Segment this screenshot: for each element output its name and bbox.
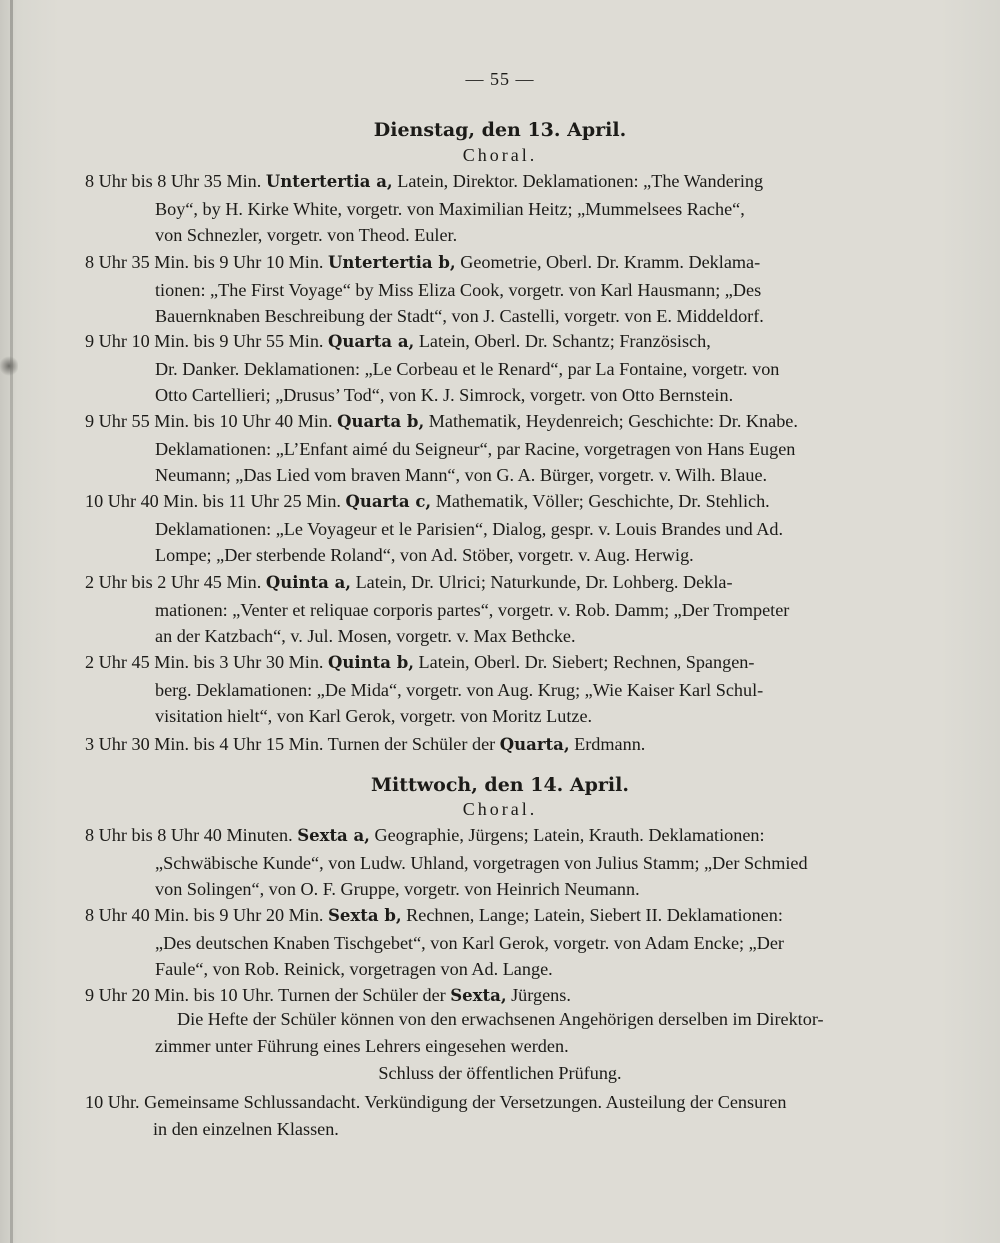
entry-line: Bauernknaben Beschreibung der Stadt“, von J. Castelli, vorgetr. von E. Middeldorf. — [155, 306, 764, 326]
entry-line: „Des deutschen Knaben Tischgebet“, von Karl Gerok, vorgetr. von Adam Encke; „Der — [155, 932, 784, 953]
choral-wednesday: Choral. — [462, 799, 538, 819]
entry-line: an der Katzbach“, v. Jul. Mosen, vorgetr. v. Max Bethcke. — [155, 626, 576, 646]
entry-line: Lompe; „Der sterbende Roland“, von Ad. Stöber, vorgetr. v. Aug. Herwig. — [155, 545, 694, 565]
entry-first-line: 2 Uhr bis 2 Uhr 45 Min. Quinta a, Latein, Dr. Ulrici; Naturkunde, Dr. Lohberg. Dekla- — [85, 572, 733, 592]
entry-first-line: 9 Uhr 20 Min. bis 10 Uhr. Turnen der Schüler der Sexta, Jürgens. — [85, 985, 571, 1005]
choral-tuesday: Choral. — [462, 145, 538, 165]
entry-first-line: 9 Uhr 10 Min. bis 9 Uhr 55 Min. Quarta a, Latein, Oberl. Dr. Schantz; Französisch, — [85, 331, 711, 351]
entry-line: tionen: „The First Voyage“ by Miss Eliza Cook, vorgetr. von Karl Hausmann; „Des — [155, 279, 762, 300]
class-name: Quarta a, — [328, 332, 415, 351]
class-name: Sexta a, — [297, 826, 370, 845]
entry-first-line: 8 Uhr 35 Min. bis 9 Uhr 10 Min. Untertertia b, Geometrie, Oberl. Dr. Kramm. Deklama- — [85, 252, 761, 272]
class-name: Sexta, — [450, 986, 507, 1005]
entry-first-line: 8 Uhr bis 8 Uhr 35 Min. Untertertia a, Latein, Direktor. Deklamationen: „The Wandering — [85, 171, 764, 191]
final-entry-line: 10 Uhr. Gemeinsame Schlussandacht. Verkündigung der Versetzungen. Austeilung der Censuren — [85, 1092, 787, 1112]
paper-stain — [0, 355, 18, 377]
entry-line: „Schwäbische Kunde“, von Ludw. Uhland, vorgetragen von Julius Stamm; „Der Schmied — [155, 852, 808, 873]
entry-first-line: 8 Uhr 40 Min. bis 9 Uhr 20 Min. Sexta b, Rechnen, Lange; Latein, Siebert II. Deklamationen: — [85, 905, 783, 925]
entry-line: berg. Deklamationen: „De Mida“, vorgetr. von Aug. Krug; „Wie Kaiser Karl Schul- — [155, 679, 764, 700]
schedule-entry — [85, 488, 943, 569]
class-name: Quarta c, — [345, 492, 432, 511]
schedule-entry — [85, 328, 943, 409]
final-entry-line: in den einzelnen Klassen. — [153, 1118, 339, 1139]
entry-line: Deklamationen: „L’Enfant aimé du Seigneur“, par Racine, vorgetragen von Hans Eugen — [155, 438, 796, 459]
entry-first-line: 9 Uhr 55 Min. bis 10 Uhr 40 Min. Quarta b, Mathematik, Heydenreich; Geschichte: Dr. Knabe. — [85, 411, 798, 431]
page-binding-edge — [10, 0, 13, 1243]
entry-line: Deklamationen: „Le Voyageur et le Parisien“, Dialog, gespr. v. Louis Brandes und Ad. — [155, 518, 783, 539]
entry-first-line: 8 Uhr bis 8 Uhr 40 Minuten. Sexta a, Geographie, Jürgens; Latein, Krauth. Deklamationen: — [85, 825, 765, 845]
class-name: Quarta b, — [337, 412, 425, 431]
class-name: Sexta b, — [328, 906, 402, 925]
entry-first-line: 10 Uhr 40 Min. bis 11 Uhr 25 Min. Quarta c, Mathematik, Völler; Geschichte, Dr. Stehlich. — [85, 491, 770, 511]
class-name: Untertertia a, — [265, 172, 393, 191]
entry-line: visitation hielt“, von Karl Gerok, vorgetr. von Moritz Lutze. — [155, 706, 593, 726]
schedule-entry — [85, 408, 943, 489]
notice-paragraph — [155, 1006, 943, 1059]
class-name: Quinta a, — [265, 573, 352, 592]
class-name: Untertertia b, — [328, 253, 456, 272]
schedule-entry — [85, 649, 943, 730]
entry-line: von Schnezler, vorgetr. von Theod. Euler. — [155, 225, 458, 245]
entry-line: Neumann; „Das Lied vom braven Mann“, von G. A. Bürger, vorgetr. v. Wilh. Blaue. — [155, 465, 768, 485]
class-name: Quarta, — [499, 735, 570, 754]
day-heading-wednesday: Mittwoch, den 14. April. — [370, 774, 629, 796]
entry-first-line: 3 Uhr 30 Min. bis 4 Uhr 15 Min. Turnen der Schüler der Quarta, Erdmann. — [85, 734, 646, 754]
class-name: Quinta b, — [328, 653, 414, 672]
entry-line: Dr. Danker. Deklamationen: „Le Corbeau et le Renard“, par La Fontaine, vorgetr. von — [155, 358, 780, 379]
entry-line: mationen: „Venter et reliquae corporis partes“, vorgetr. v. Rob. Damm; „Der Trompeter — [155, 599, 790, 620]
schedule-entry — [85, 249, 943, 330]
page-number: — 55 — — [465, 69, 535, 89]
day-heading-tuesday: Dienstag, den 13. April. — [373, 119, 627, 141]
schedule-entry — [85, 822, 943, 903]
entry-first-line: 2 Uhr 45 Min. bis 3 Uhr 30 Min. Quinta b, Latein, Oberl. Dr. Siebert; Rechnen, Spangen- — [85, 652, 755, 672]
schedule-entry — [85, 902, 943, 983]
final-entry — [85, 1089, 943, 1142]
entry-line: Otto Cartellieri; „Drusus’ Tod“, von K. J. Simrock, vorgetr. von Otto Bernstein. — [155, 385, 734, 405]
entry-line: Faule“, von Rob. Reinick, vorgetragen von Ad. Lange. — [155, 959, 553, 979]
entry-line: von Solingen“, von O. F. Gruppe, vorgetr. von Heinrich Neumann. — [155, 879, 640, 899]
schedule-entry — [85, 731, 943, 759]
notice-line: Die Hefte der Schüler können von den erwachsenen Angehörigen derselben im Direktor- — [177, 1009, 824, 1029]
schedule-entry — [85, 168, 943, 249]
schedule-entry — [85, 569, 943, 650]
entry-line: Boy“, by H. Kirke White, vorgetr. von Maximilian Heitz; „Mummelsees Rache“, — [155, 198, 745, 219]
notice-line: zimmer unter Führung eines Lehrers eingesehen werden. — [155, 1035, 569, 1056]
closing-line: Schluss der öffentlichen Prüfung. — [378, 1063, 622, 1083]
